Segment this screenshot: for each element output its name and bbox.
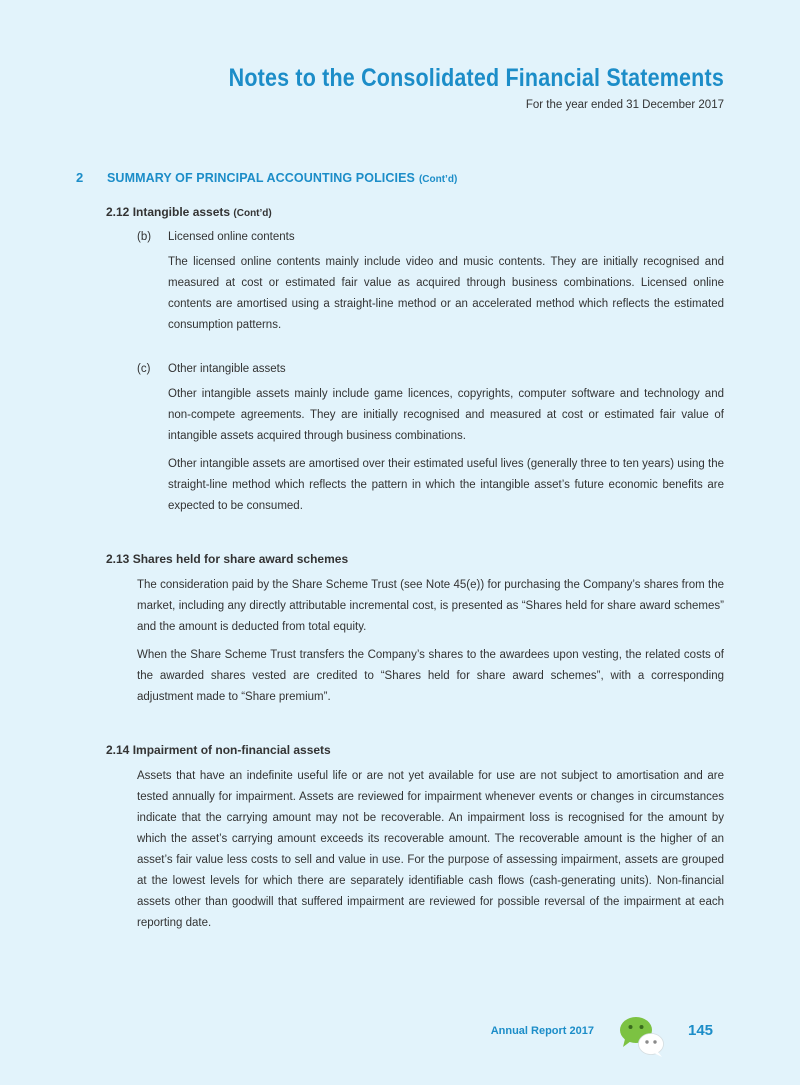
wechat-logo-icon bbox=[618, 1014, 666, 1058]
paragraph: Other intangible assets mainly include game licences, copyrights, computer software and technology and non-compete agreements. They are initially recognised and measured at cost or estimated fair value of intangible assets acquired through business combinations. bbox=[168, 388, 724, 442]
footer-label: Annual Report 2017 bbox=[490, 1025, 594, 1037]
paragraph: The licensed online contents mainly include video and music contents. They are initially recognised and measured at cost or estimated fair value as acquired through business combinations. Licensed online contents are amortised using a straight-line method or an accelerated method which reflects the estimated consumption patterns. bbox=[168, 256, 724, 331]
subsection-title: 2.13 Shares held for share award schemes bbox=[106, 552, 349, 566]
page-header bbox=[148, 64, 724, 111]
subsection-title: 2.14 Impairment of non-financial assets bbox=[106, 743, 331, 757]
section-title: SUMMARY OF PRINCIPAL ACCOUNTING POLICIES bbox=[107, 171, 415, 185]
subsection-continued-label: (Cont’d) bbox=[233, 208, 272, 219]
section-continued-label: (Cont’d) bbox=[418, 174, 458, 185]
paragraph: Other intangible assets are amortised over their estimated useful lives (generally three to ten years) using the straight-line method which reflects the pattern in which the intangible asset’s future economic benefits are expected to be consumed. bbox=[168, 458, 724, 512]
page-title: Notes to the Consolidated Financial Statements bbox=[228, 64, 724, 92]
page-body bbox=[76, 170, 724, 934]
list-item-b bbox=[137, 231, 724, 243]
subsection-title: 2.12 Intangible assets bbox=[106, 205, 231, 219]
item-letter: (c) bbox=[137, 363, 151, 375]
list-item-c bbox=[137, 363, 724, 375]
page-footer bbox=[0, 1022, 800, 1054]
paragraph: Assets that have an indefinite useful life or are not yet available for use are not subject to amortisation and are tested annually for impairment. Assets are reviewed for impairment whenever events or changes in circumstances indicate that the carrying amount may not be recoverable. An impairment loss is recognised for the amount by which the asset’s carrying amount exceeds its recoverable amount. The recoverable amount is the higher of an asset’s fair value less costs to sell and value in use. For the purpose of assessing impairment, assets are grouped at the lowest levels for which there are separately identifiable cash flows (cash-generating units). Non-financial assets other than goodwill that suffered impairment are reviewed for possible reversal of the impairment at each reporting date. bbox=[137, 770, 724, 929]
page-number: 145 bbox=[688, 1022, 714, 1039]
subsection-heading-2-13 bbox=[106, 552, 724, 566]
item-letter: (b) bbox=[137, 231, 152, 243]
subsection-heading-2-12 bbox=[106, 205, 724, 219]
subsection-heading-2-14 bbox=[106, 743, 724, 757]
section-number: 2 bbox=[76, 170, 84, 185]
paragraph: When the Share Scheme Trust transfers the Company’s shares to the awardees upon vesting, the related costs of the awarded shares vested are credited to “Shares held for share award schemes”, with a corresponding adjustment made to “Share premium”. bbox=[137, 649, 724, 703]
page-subtitle: For the year ended 31 December 2017 bbox=[525, 99, 724, 111]
item-title: Other intangible assets bbox=[168, 363, 286, 375]
paragraph: The consideration paid by the Share Scheme Trust (see Note 45(e)) for purchasing the Company’s shares from the market, including any directly attributable incremental cost, is presented as “Shares held for share award schemes” and the amount is deducted from total equity. bbox=[137, 579, 724, 633]
section-heading bbox=[76, 170, 724, 185]
item-title: Licensed online contents bbox=[168, 231, 295, 243]
